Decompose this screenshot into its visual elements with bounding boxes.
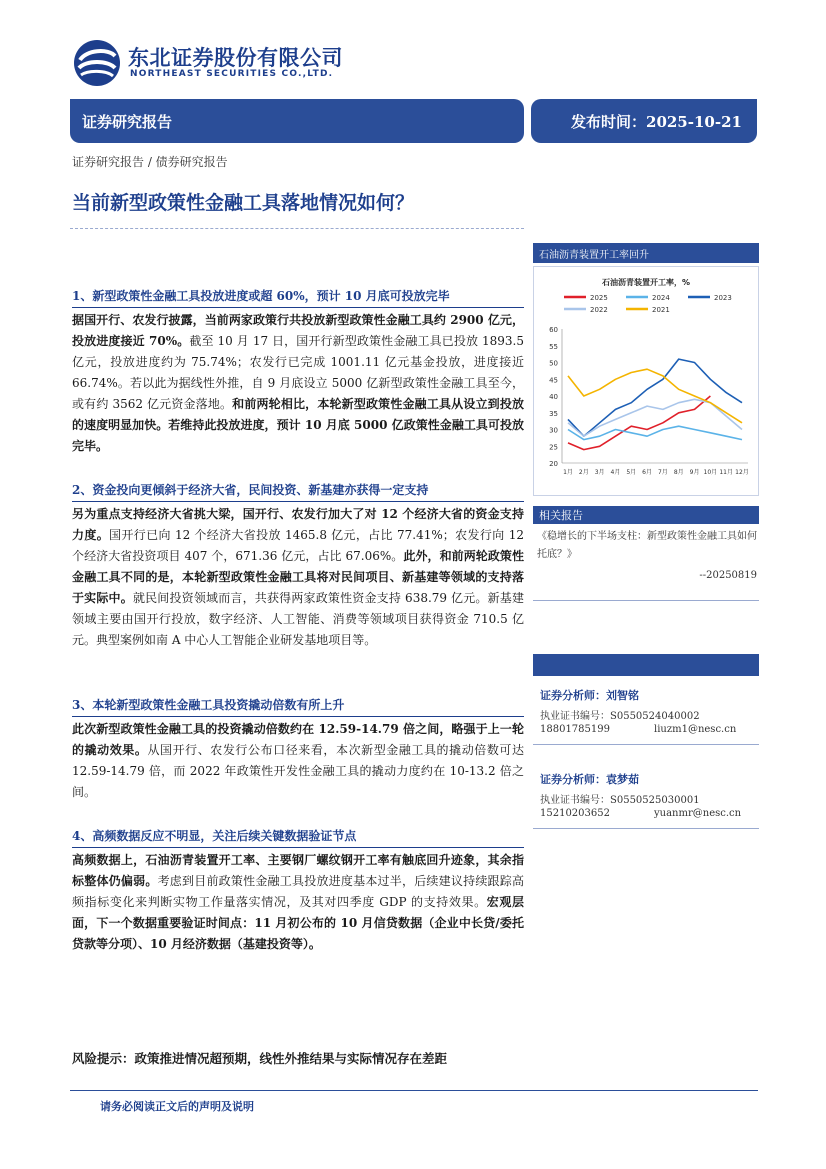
plot-area bbox=[568, 359, 742, 450]
x-tick-label: 6月 bbox=[642, 469, 653, 476]
x-tick-label: 7月 bbox=[657, 469, 668, 476]
x-tick-label: 9月 bbox=[689, 469, 700, 476]
bold-sentence: 另为重点支持经济大省挑大梁，国开行、农发行加大了对 12 个经济大省的资金支持力度。 bbox=[72, 507, 524, 542]
plain-sentence: 就民间投资领域而言，共获得两家政策性资金支持 638.79 亿元。新基建领域主要由国开行投放，数字经济、人工智能、消费等领域项目获得资金 710.5 亿元。典型案例如南 A 中心人工智能企业研发基地项目等。 bbox=[72, 591, 524, 647]
company-logo-icon bbox=[72, 38, 122, 88]
company-logo bbox=[72, 38, 372, 88]
bold-sentence: 此次新型政策性金融工具的投资撬动倍数约在 12.59-14.79 倍之间，略强于上一轮的撬动效果。 bbox=[72, 722, 524, 757]
bold-sentence: 高频数据上，石油沥青装置开工率、主要钢厂螺纹钢开工率有触底回升迹象，其余指标整体仍偏弱。 bbox=[72, 853, 524, 888]
title-divider bbox=[70, 228, 524, 229]
section-heading: 2、资金投向更倾斜于经济大省，民间投资、新基建亦获得一定支持 bbox=[72, 480, 524, 502]
analyst-section-bar bbox=[533, 654, 759, 676]
sidebar-divider bbox=[533, 600, 759, 601]
analyst-2-title: 证券分析师：袁梦茹 bbox=[540, 773, 639, 786]
analyst-1-email[interactable]: liuzm1@nesc.cn bbox=[654, 724, 737, 735]
y-tick-label: 30 bbox=[549, 426, 558, 435]
related-reports-header bbox=[533, 506, 759, 524]
y-tick-label: 60 bbox=[549, 326, 558, 334]
chart-title: 石油沥青装置开工率，% bbox=[601, 278, 691, 287]
chart-legend bbox=[564, 294, 732, 314]
section-paragraph bbox=[72, 850, 524, 955]
page-title: 当前新型政策性金融工具落地情况如何？ bbox=[72, 192, 415, 214]
y-tick-label: 35 bbox=[549, 409, 558, 418]
company-name-en: NORTHEAST SECURITIES CO.,LTD. bbox=[130, 69, 334, 79]
report-type-label: 证券研究报告 bbox=[82, 113, 173, 131]
footer-disclaimer: 请务必阅读正文后的声明及说明 bbox=[100, 1100, 254, 1113]
y-tick-label: 55 bbox=[549, 342, 558, 351]
legend-label: 2025 bbox=[590, 294, 608, 302]
section-heading: 4、高频数据反应不明显，关注后续关键数据验证节点 bbox=[72, 826, 524, 848]
series-line-2022 bbox=[568, 399, 742, 436]
legend-label: 2021 bbox=[652, 306, 670, 314]
x-tick-label: 4月 bbox=[610, 469, 621, 476]
related-report-link[interactable]: 《稳增长的下半场支柱：新型政策性金融工具如何托底？》 bbox=[537, 531, 757, 560]
series-line-2021 bbox=[568, 369, 742, 423]
section-1 bbox=[72, 286, 524, 457]
sidebar-divider bbox=[533, 828, 759, 829]
footer-divider bbox=[70, 1090, 758, 1091]
section-heading: 1、新型政策性金融工具投放进度或超 60%，预计 10 月底可投放完毕 bbox=[72, 286, 524, 308]
y-tick-label: 40 bbox=[549, 393, 558, 401]
section-2 bbox=[72, 480, 524, 651]
section-3 bbox=[72, 695, 524, 803]
x-axis bbox=[562, 463, 749, 476]
x-tick-label: 12月 bbox=[735, 469, 749, 476]
analyst-1-phone: 18801785199 bbox=[540, 724, 610, 735]
y-tick-label: 20 bbox=[549, 460, 558, 468]
bold-sentence: 和前两轮相比，本轮新型政策性金融工具从设立到投放的速度明显加快。若维持此投放进度，预计 10 月底 5000 亿政策性金融工具可投放完毕。 bbox=[72, 397, 524, 453]
x-tick-label: 11月 bbox=[719, 469, 734, 476]
x-tick-label: 5月 bbox=[626, 469, 637, 476]
x-tick-label: 10月 bbox=[703, 469, 718, 476]
plain-sentence: 从国开行、农发行公布口径来看，本次新型金融工具的撬动倍数可达 12.59-14.79 倍，而 2022 年政策性开发性金融工具的撬动力度约在 10-13.2 倍之间。 bbox=[72, 743, 524, 799]
y-tick-label: 50 bbox=[549, 359, 558, 368]
chart-caption-bar bbox=[533, 243, 759, 263]
section-paragraph bbox=[72, 504, 524, 651]
related-reports-label: 相关报告 bbox=[539, 509, 583, 522]
legend-label: 2022 bbox=[590, 306, 608, 314]
risk-warning: 风险提示：政策推进情况超预期，线性外推结果与实际情况存在差距 bbox=[72, 1051, 448, 1066]
company-name-cn: 东北证券股份有限公司 bbox=[128, 46, 343, 70]
bold-sentence: 宏观层面，下一个数据重要验证时间点：11 月初公布的 10 月信贷数据（企业中长贷/委托贷款等分项）、10 月经济数据（基建投资等）。 bbox=[72, 895, 524, 951]
section-4 bbox=[72, 826, 524, 955]
analyst-2-phone: 15210203652 bbox=[540, 808, 610, 819]
report-type-banner bbox=[70, 99, 524, 143]
legend-label: 2024 bbox=[652, 294, 670, 302]
plain-sentence: 考虑到目前政策性金融工具投放进度基本过半，后续建议持续跟踪高频指标变化来判断实物工作量落实情况，及其对四季度 GDP 的支持效果。 bbox=[72, 874, 524, 909]
x-tick-label: 3月 bbox=[594, 469, 605, 476]
x-tick-label: 1月 bbox=[563, 469, 573, 476]
publish-date-banner bbox=[531, 99, 757, 143]
analyst-1-cert: 执业证书编号：S0550524040002 bbox=[540, 711, 700, 722]
plain-sentence: 国开行已向 12 个经济大省投放 1465.8 亿元，占比 77.41%；农发行向 12 个经济大省投资项目 407 个，671.36 亿元，占比 67.06%。 bbox=[72, 528, 524, 563]
bold-sentence: 此外，和前两轮政策性金融工具不同的是，本轮新型政策性金融工具将对民间项目、新基建等领域的支持落于实际中。 bbox=[72, 549, 524, 605]
chart-container bbox=[533, 266, 759, 496]
analyst-2-cert: 执业证书编号：S0550525030001 bbox=[540, 795, 700, 806]
section-paragraph bbox=[72, 310, 524, 457]
analyst-1-title: 证券分析师：刘智铭 bbox=[540, 689, 639, 702]
x-tick-label: 8月 bbox=[673, 469, 684, 476]
sidebar-divider bbox=[533, 744, 759, 745]
section-paragraph bbox=[72, 719, 524, 803]
series-line-2025 bbox=[568, 396, 710, 450]
series-line-2023 bbox=[568, 359, 742, 436]
related-report-date: --20250819 bbox=[699, 570, 757, 581]
y-axis bbox=[549, 326, 562, 468]
legend-label: 2023 bbox=[714, 294, 732, 302]
y-tick-label: 45 bbox=[549, 376, 558, 385]
breadcrumb: 证券研究报告 / 债券研究报告 bbox=[72, 155, 228, 169]
bold-sentence: 据国开行、农发行披露，当前两家政策行共投放新型政策性金融工具约 2900 亿元，投放进度接近 70%。 bbox=[72, 313, 524, 348]
x-tick-label: 2月 bbox=[578, 469, 589, 476]
plain-sentence: 截至 10 月 17 日，国开行新型政策性金融工具已投放 1893.5 亿元，投放进度约为 75.74%；农发行已完成 1001.11 亿元基金投放，进度接近 66.74%。若以此为据线性外推，自 9 月底设立 5000 亿新型政策性金融工具至今，或有约 3562 亿元资金落地。 bbox=[72, 334, 524, 411]
section-heading: 3、本轮新型政策性金融工具投资撬动倍数有所上升 bbox=[72, 695, 524, 717]
y-tick-label: 25 bbox=[549, 443, 558, 452]
chart-caption: 石油沥青装置开工率回升 bbox=[539, 250, 649, 261]
asphalt-utilization-chart bbox=[534, 267, 758, 495]
analyst-2-email[interactable]: yuanmr@nesc.cn bbox=[654, 808, 742, 819]
publish-date-label: 发布时间：2025-10-21 bbox=[571, 113, 742, 131]
